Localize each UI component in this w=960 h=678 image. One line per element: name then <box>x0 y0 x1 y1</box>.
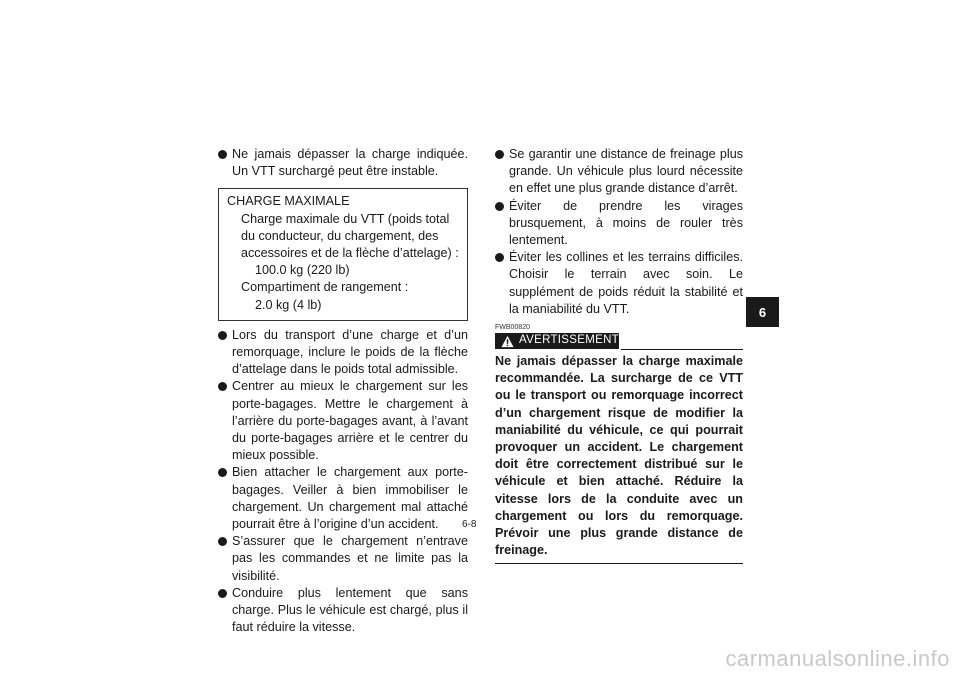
warning-header <box>495 333 743 350</box>
bullet-text: Éviter les collines et les terrains difficiles. Choisir le terrain avec soin. Le supplément de poids réduit la stabilité et la maniabilité du VTT. <box>509 250 743 316</box>
page-number: 6-8 <box>462 519 477 530</box>
list-item <box>218 533 468 585</box>
warning-label: AVERTISSEMENT <box>519 334 619 347</box>
bullet-text: Centrer au mieux le chargement sur les porte-bagages. Mettre le chargement à l’arrière du porte-bagages avant, à l’avant du porte-bagages arrière et le centrer du mieux possible. <box>232 379 468 463</box>
bullet-text: S’assurer que le chargement n’entrave pas les commandes et ne limite pas la visibilité. <box>232 534 468 583</box>
bullet-icon <box>218 468 227 477</box>
warning-rule <box>621 349 743 350</box>
bullet-icon <box>218 589 227 598</box>
list-item <box>218 146 468 180</box>
bullet-text: Conduire plus lentement que sans charge. Plus le véhicule est chargé, plus il faut réduire la vitesse. <box>232 585 468 635</box>
list-item <box>495 198 743 250</box>
spec-line-vehicle: Charge maximale du VTT (poids total du conducteur, du chargement, des accessoires et de la flèche d’attelage) : <box>241 211 459 261</box>
list-item <box>495 146 743 198</box>
list-item <box>218 327 468 379</box>
max-load-spec-box <box>218 188 468 320</box>
bullet-text: Se garantir une distance de freinage plus grande. Un véhicule plus lourd nécessite en effet une plus grande distance d’arrêt. <box>509 147 743 196</box>
bullet-text: Éviter de prendre les virages brusquement, à moins de rouler très lentement. <box>509 198 743 248</box>
spec-heading: CHARGE MAXIMALE <box>227 194 350 209</box>
watermark: carmanualsonline.info <box>725 646 950 671</box>
list-item <box>218 585 468 637</box>
warning-badge <box>495 333 619 349</box>
warning-text: Ne jamais dépasser la charge maximale recommandée. La surcharge de ce VTT ou le transport ou remorquage incorrect d’un chargement risque de modifier la maniabilité du véhicule, ce qui pourrait provoquer un accident. Le chargement doit être correctement distribué sur le véhicule et bien attaché. Réduire la vitesse lors de la conduite avec un chargement ou lors du remorquage. Prévoir une plus grande distance de freinage. <box>495 353 743 564</box>
bullet-icon <box>218 537 227 546</box>
bullet-text: Ne jamais dépasser la charge indiquée. Un VTT surchargé peut être instable. <box>232 147 468 179</box>
warning-code: FWB00820 <box>495 324 531 332</box>
bullet-text: Bien attacher le chargement aux porte-bagages. Veiller à bien immobiliser le chargement. Un chargement mal attaché pourrait être à l’origine d’un accident. <box>232 465 468 532</box>
bullet-icon <box>495 150 504 159</box>
spec-value-vehicle: 100.0 kg (220 lb) <box>255 263 350 278</box>
bullet-icon <box>218 382 227 391</box>
bullet-text: Lors du transport d’une charge et d’un remorquage, inclure le poids de la flèche d’attelage dans le poids total admissible. <box>232 327 468 377</box>
spec-line-storage: Compartiment de rangement : <box>241 280 409 295</box>
list-item <box>218 464 468 533</box>
list-item <box>495 249 743 318</box>
right-column <box>495 146 743 564</box>
bullet-icon <box>495 202 504 211</box>
bullet-icon <box>218 150 227 159</box>
list-item <box>218 378 468 464</box>
spec-value-storage: 2.0 kg (4 lb) <box>255 297 322 312</box>
left-column <box>218 146 468 636</box>
bullet-icon <box>218 331 227 340</box>
bullet-icon <box>495 253 504 262</box>
chapter-tab: 6 <box>746 297 779 327</box>
warning-triangle-icon <box>501 335 514 348</box>
